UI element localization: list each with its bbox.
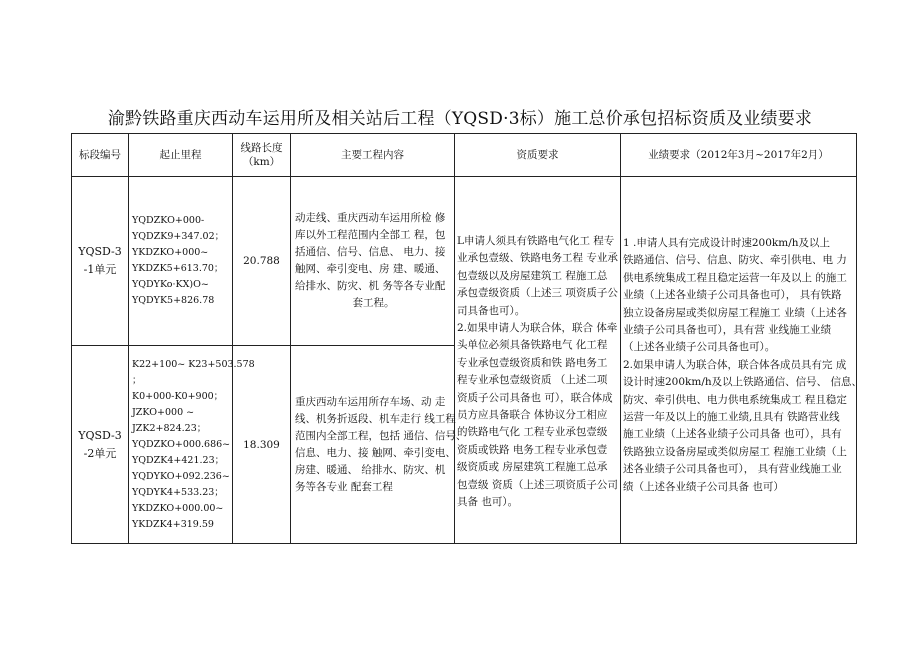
qualification-line: 包壹级 资质（上述三项资质子公司 [457, 478, 618, 491]
works-line: 信息、电力、接 触网、牵引变电、 [295, 446, 456, 459]
table-row [72, 177, 857, 346]
mileage-line: YKDZKO+000.00~ [132, 502, 224, 514]
qualification-line: 程专业承包壹级资质 （上述二项 [457, 374, 608, 387]
performance-line: （上述各业绩子公司具备也可）。 [623, 341, 776, 354]
performance-line: 业绩（上述各业绩子公司具备也可）， 具有铁路 [623, 289, 842, 302]
performance-line: 防灾、牵引供电、电力供电系统集成工 程且稳定 [623, 393, 847, 406]
mileage-line: ； [132, 374, 142, 386]
qualification-line: 资质子公司具备也 可），联合体成 [457, 391, 613, 404]
requirements-table [71, 133, 862, 544]
mileage-line: YKDZKO+000~ [132, 247, 209, 258]
works-line: 重庆西动车运用所存车场、动 走 [295, 395, 446, 408]
header-qualification: 资质要求 [455, 134, 621, 177]
mileage-line: JZK2+824.23； [132, 422, 207, 434]
qualification-line: 级资质或 房屋建筑工程施工总承 [457, 461, 608, 474]
qualification-cell [455, 177, 621, 544]
header-length-line1: 线路长度 [240, 142, 283, 154]
mileage-line: YQDZKO+000- [132, 215, 205, 226]
line-length: 18.309 [233, 346, 291, 544]
line-length: 20.788 [233, 177, 291, 346]
works-line: 务等各专业 配套工程 [295, 480, 393, 493]
document-title: 渝黔铁路重庆西动车运用所及相关站后工程（YQSD·3标）施工总价承包招标资质及业绩要求 [107, 109, 813, 129]
works-line: 范围内全部工程，包括 通信、信号、 [295, 429, 467, 442]
performance-line: 述各业绩子公司具备也可）， 具有营业线施工业 [623, 463, 842, 476]
performance-line: 施工业绩（上述各业绩子公司具备 也可），具有 [623, 428, 842, 441]
header-code: 标段编号 [72, 134, 129, 177]
performance-cell [621, 177, 862, 544]
mileage-line: YKDZK4+319.59 [132, 518, 214, 530]
mileage-line: K0+000-K0+900； [132, 390, 224, 402]
performance-line: 铁路通信、信号、信息、防灾、牵引供电、电 力 [623, 254, 847, 267]
qualification-line: 2.如果申请人为联合体，联合 体牵 [457, 322, 618, 335]
section-unit: -2单元 [83, 446, 117, 460]
qualification-line: 员方应具备联合 体协议分工相应 [457, 409, 608, 422]
performance-line: 铁路独立设备房屋或类似房屋工 程施工业绩（上 [623, 445, 847, 458]
qualification-line: L申请人须具有铁路电气化工 程专 [457, 235, 615, 247]
header-length [233, 134, 291, 177]
works-line: 套工程。 [352, 297, 395, 309]
header-performance: 业绩要求（2012年3月~2017年2月） [621, 134, 857, 177]
qualification-line: 具备 也可）。 [457, 496, 519, 509]
works-line: 库以外工程范围内全部工 程，包 [295, 229, 446, 241]
section-unit: -1单元 [83, 263, 117, 276]
qualification-line: 承包壹级资质（上述三 项资质子公 [457, 287, 618, 300]
performance-line: 1 .申请人具有完成设计时速200km/h及以上 [623, 237, 831, 249]
qualification-line: 司具备也可）。 [457, 304, 526, 317]
qualification-line: 专业承包壹级资质和铁 路电务工 [457, 356, 608, 369]
mileage-line: YQDZKO+000.686~ [132, 438, 231, 450]
qualification-line: 资质或铁路 电务工程专业承包壹 [457, 443, 608, 456]
performance-line: 绩（上述各业绩子公司具备 也可） [623, 480, 784, 493]
mileage-line: YQDYK5+826.78 [132, 295, 215, 306]
performance-line: 业绩子公司具备也可），具有营 业线施工业绩 [623, 324, 832, 337]
section-code: YQSD-3 [78, 428, 122, 442]
mileage-line: YKDZK5+613.70； [132, 263, 224, 274]
mileage-cell [129, 346, 255, 544]
performance-line: 设计时速200km/h及以上铁路通信、信号、 信息、 [623, 376, 862, 389]
header-works: 主要工程内容 [291, 134, 455, 177]
mileage-line: YQDYK4+533.23； [132, 486, 224, 498]
mileage-cell [129, 177, 233, 346]
works-line: 线、机务折返段、机车走行 线工程 [295, 412, 456, 425]
works-line: 括通信、信号、信息、 电力、接 [295, 246, 446, 258]
qualification-line: 的铁路电气化 工程专业承包壹级 [457, 426, 608, 439]
performance-line: 2.如果申请人为联合体，联合体各成员具有完 成 [623, 358, 847, 371]
performance-line: 运营一年及以上的施工业绩,且具有 铁路营业线 [623, 411, 840, 424]
section-code-cell [72, 177, 129, 346]
works-line: 触网、牵引变电、房 建、暖通、 [295, 263, 446, 275]
mileage-line: YQDYKo·KX)O~ [132, 279, 209, 290]
section-code-cell [72, 346, 129, 544]
qualification-line: 包壹级以及房屋建筑工 程施工总 [457, 269, 608, 282]
performance-line: 独立设备房屋或类似房屋工程施工 业绩（上述各 [623, 306, 847, 319]
header-mileage: 起止里程 [129, 134, 233, 177]
section-code: YQSD-3 [78, 245, 122, 258]
works-line: 房建、暖通、 给排水、防灾、机 [295, 463, 446, 476]
mileage-line: K22+100~ K23+503.578 [132, 358, 255, 370]
main-works-cell [291, 346, 467, 544]
header-length-line2: （km） [242, 156, 281, 168]
qualification-line: 业承包壹级、铁路电务工程 专业承 [457, 252, 618, 265]
works-line: 动走线、重庆西动车运用所检 修 [295, 212, 446, 224]
mileage-line: YQDZK9+347.02； [132, 231, 225, 242]
mileage-line: JZKO+000 ~ [132, 406, 195, 418]
qualification-line: 头单位必须具备铁路电气 化工程 [457, 339, 608, 352]
performance-line: 供电系统集成工程且稳定运营一年及以上 的施工 [623, 271, 847, 284]
main-works-cell [291, 177, 455, 346]
mileage-line: YQDZK4+421.23； [132, 454, 225, 466]
mileage-line: YQDYKO+092.236~ [132, 470, 230, 482]
works-line: 给排水、防灾、机 务等各专业配 [295, 280, 446, 292]
table-header-row [72, 134, 857, 177]
